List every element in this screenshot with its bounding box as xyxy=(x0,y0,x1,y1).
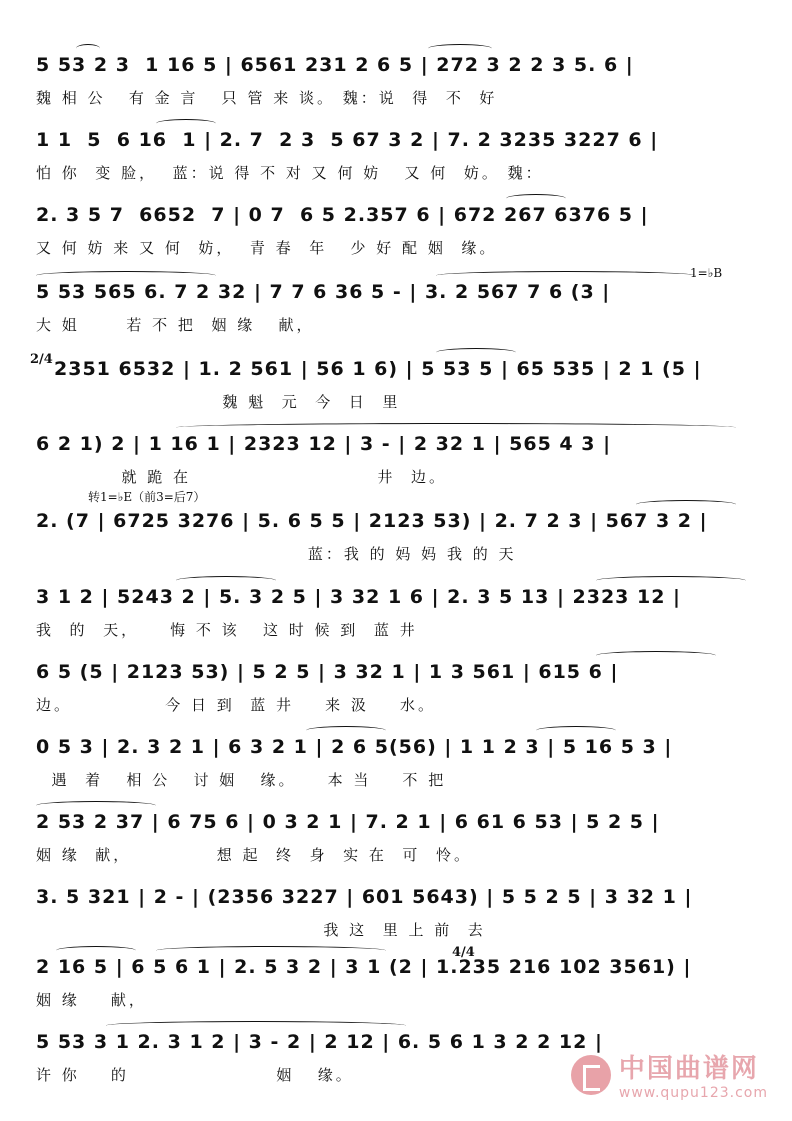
notation-line: 1 1 5 6 16 1 | 2. 7 2 3 5 67 3 2 | 7. 2 3235 3227 6 | xyxy=(36,129,659,151)
key-change-e: 转1=♭E（前3=后7） xyxy=(88,490,206,504)
lyric-line: 遇 着 相 公 讨 姻 缘。 本 当 不 把 xyxy=(36,770,447,789)
notation-line: 2. 3 5 7 6652 7 | 0 7 6 5 2.357 6 | 672 267 6376 5 | xyxy=(36,204,649,226)
lyric-line: 又 何 妨 来 又 何 妨， 青 春 年 少 好 配 姻 缘。 xyxy=(36,238,498,257)
notation-line: 6 5 (5 | 2123 53) | 5 2 5 | 3 32 1 | 1 3 561 | 615 6 | xyxy=(36,661,619,683)
notation-line: 0 5 3 | 2. 3 2 1 | 6 3 2 1 | 2 6 5(56) | 1 1 2 3 | 5 16 5 3 | xyxy=(36,736,673,758)
notation-line: 2351 6532 | 1. 2 561 | 56 1 6) | 5 53 5 | 65 535 | 2 1 (5 | xyxy=(54,358,702,380)
lyric-line: 我 这 里 上 前 去 xyxy=(36,920,486,939)
notation-line: 3 1 2 | 5243 2 | 5. 3 2 5 | 3 32 1 6 | 2. 3 5 13 | 2323 12 | xyxy=(36,586,681,608)
watermark-url: www.qupu123.com xyxy=(618,1085,768,1101)
notation-line: 5 53 565 6. 7 2 32 | 7 7 6 36 5 - | 3. 2 567 7 6 (3 | xyxy=(36,281,611,303)
notation-line: 2 53 2 37 | 6 75 6 | 0 3 2 1 | 7. 2 1 | 6 61 6 53 | 5 2 5 | xyxy=(36,811,660,833)
site-logo-icon xyxy=(571,1055,611,1095)
lyric-line: 边。 今 日 到 蓝 井 来 汲 水。 xyxy=(36,695,436,714)
lyric-line: 大 姐 若 不 把 姻 缘 献， xyxy=(36,315,315,334)
lyric-line: 许 你 的 姻 缘。 xyxy=(36,1065,354,1084)
lyric-line: 怕 你 变 脸， 蓝：说 得 不 对 又 何 妨 又 何 妨。 魏： xyxy=(36,163,544,182)
watermark-title: 中国曲谱网 xyxy=(618,1054,759,1084)
lyric-line: 姻 缘 献， 想 起 终 身 实 在 可 怜。 xyxy=(36,845,472,864)
notation-line: 5 53 3 1 2. 3 1 2 | 3 - 2 | 2 12 | 6. 5 6 1 3 2 2 12 | xyxy=(36,1031,603,1053)
key-change-b: 1=♭B xyxy=(690,266,723,280)
notation-line: 5 53 2 3 1 16 5 | 6561 231 2 6 5 | 272 3 2 2 3 5. 6 | xyxy=(36,54,634,76)
lyric-line: 蓝：我 的 妈 妈 我 的 天 xyxy=(36,544,517,563)
lyric-line: 我 的 天， 悔 不 该 这 时 候 到 蓝 井 xyxy=(36,620,418,639)
lyric-line: 就 跪 在 井 边。 xyxy=(36,467,447,486)
notation-line: 3. 5 321 | 2 - | (2356 3227 | 601 5643) | 5 5 2 5 | 3 32 1 | xyxy=(36,886,693,908)
time-signature-2-4: 2/4 xyxy=(30,352,53,367)
lyric-line: 姻 缘 献， xyxy=(36,990,147,1009)
lyric-line: 魏 相 公 有 金 言 只 管 来 谈。 魏：说 得 不 好 xyxy=(36,88,498,107)
notation-line: 2 16 5 | 6 5 6 1 | 2. 5 3 2 | 3 1 (2 | 1.235 216 102 3561) | xyxy=(36,956,692,978)
lyric-line: 魏 魁 元 今 日 里 xyxy=(36,392,401,411)
notation-line: 6 2 1) 2 | 1 16 1 | 2323 12 | 3 - | 2 32 1 | 565 4 3 | xyxy=(36,433,612,455)
site-watermark xyxy=(571,1048,768,1101)
notation-line: 2. (7 | 6725 3276 | 5. 6 5 5 | 2123 53) | 2. 7 2 3 | 567 3 2 | xyxy=(36,510,708,532)
time-signature-4-4: 4/4 xyxy=(452,945,475,960)
